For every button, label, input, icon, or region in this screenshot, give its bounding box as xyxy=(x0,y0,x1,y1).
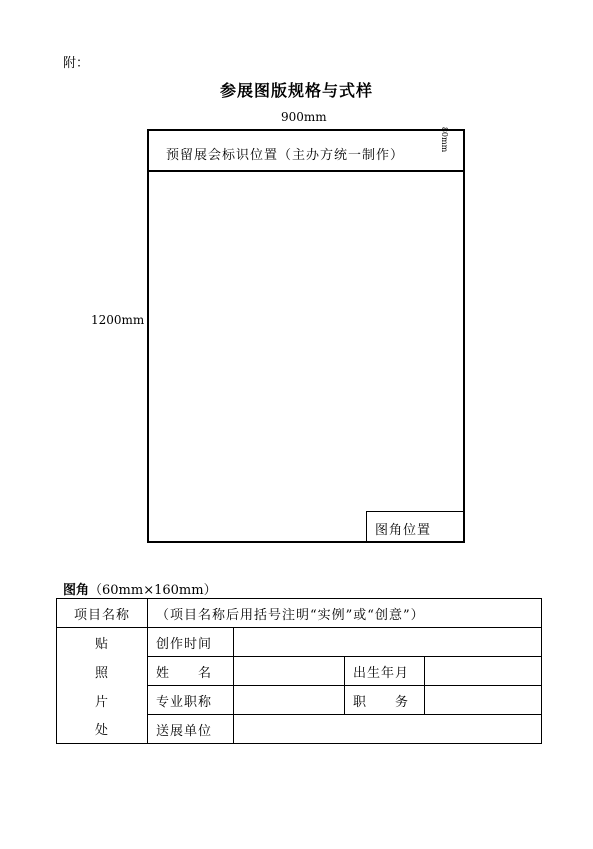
strip-height-label: 80mm xyxy=(439,126,449,153)
photo-char-3: 片 xyxy=(57,686,148,715)
corner-form-heading-bold: 图角 xyxy=(63,583,90,598)
name-value xyxy=(234,657,345,686)
create-time-value xyxy=(234,628,542,657)
unit-value xyxy=(234,715,542,744)
page-title: 参展图版规格与式样 xyxy=(219,81,373,100)
board-template xyxy=(147,126,465,543)
photo-char-2: 照 xyxy=(57,657,148,686)
duty-value xyxy=(425,686,542,715)
photo-char-4: 处 xyxy=(57,715,148,744)
project-name-hint: （项目名称后用括号注明“实例”或“创意”） xyxy=(148,599,542,628)
table-row xyxy=(57,686,542,715)
photo-char-1: 贴 xyxy=(57,628,148,657)
corner-form-heading xyxy=(63,579,217,598)
table-row xyxy=(57,599,542,628)
title-value xyxy=(234,686,345,715)
board-width-label: 900mm xyxy=(281,110,327,124)
table-row xyxy=(57,715,542,744)
title-label: 专业职称 xyxy=(148,686,234,715)
create-time-label: 创作时间 xyxy=(148,628,234,657)
duty-label: 职 务 xyxy=(345,686,425,715)
logo-reserved-strip xyxy=(149,126,463,172)
birth-value xyxy=(425,657,542,686)
unit-label: 送展单位 xyxy=(148,715,234,744)
corner-position-text: 图角位置 xyxy=(375,523,432,538)
attachment-note: 附： xyxy=(63,56,90,71)
table-row xyxy=(57,657,542,686)
corner-position-box xyxy=(366,511,463,541)
birth-label: 出生年月 xyxy=(345,657,425,686)
board-height-label: 1200mm xyxy=(91,313,145,327)
table-row xyxy=(57,628,542,657)
corner-form-heading-size: （60mm×160mm） xyxy=(89,583,217,598)
project-name-label: 项目名称 xyxy=(57,599,148,628)
logo-reserved-text: 预留展会标识位置（主办方统一制作） xyxy=(166,148,405,163)
name-label: 姓 名 xyxy=(148,657,234,686)
corner-form-table xyxy=(56,598,542,744)
